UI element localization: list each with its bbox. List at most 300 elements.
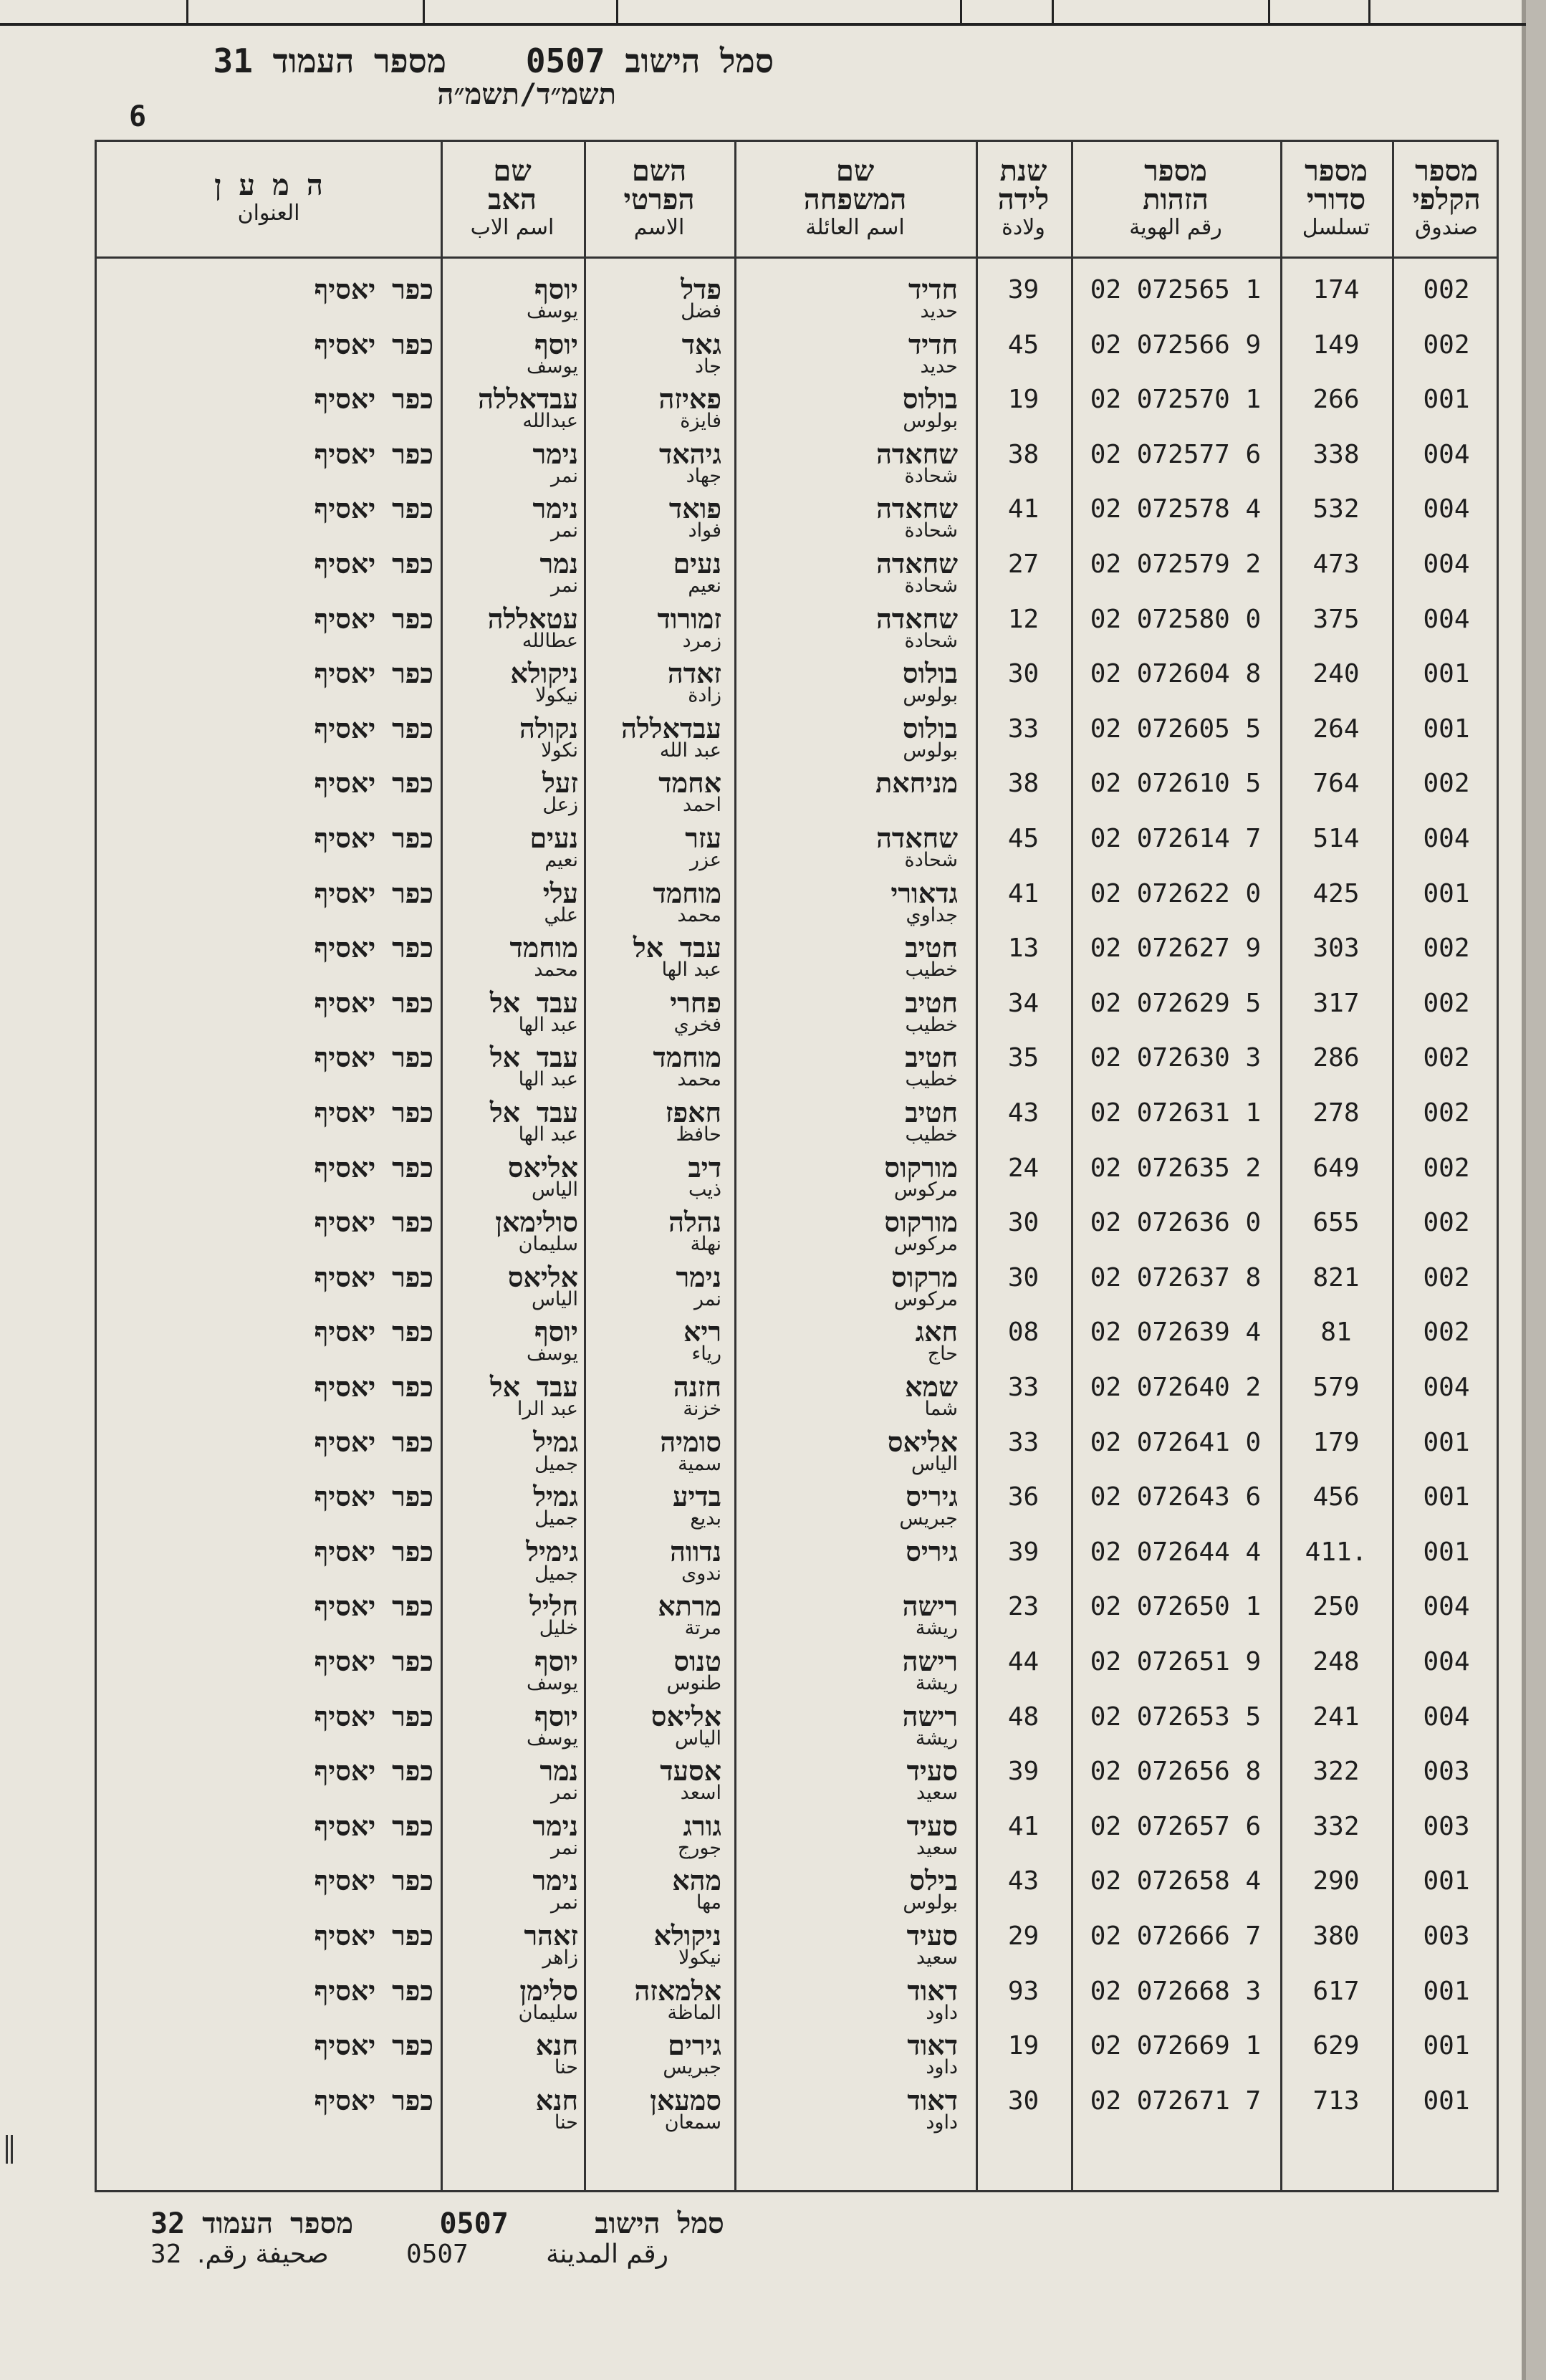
table-row: [97, 1207, 1497, 1262]
table-row: [97, 933, 1497, 987]
family-name-arabic: سعيد: [916, 1947, 958, 1969]
address-cell: כפר יאסיף: [314, 274, 433, 305]
father-name-cell: עלי: [542, 877, 578, 909]
table-row: [97, 714, 1497, 768]
family-name-cell: שחאדה: [876, 548, 958, 580]
table-row: [97, 1702, 1497, 1756]
address-cell: כפר יאסיף: [314, 603, 433, 635]
father-name-cell: יוסף: [534, 1316, 578, 1348]
ballot-box-cell: 001: [1423, 1427, 1470, 1457]
father-name-arabic: سليمان: [518, 2001, 578, 2024]
first-name-arabic: ذيب: [688, 1178, 721, 1201]
ballot-box-cell: 002: [1423, 1208, 1470, 1238]
father-name-cell: נמר: [539, 1755, 578, 1788]
family-name-cell: מרקוס: [891, 1261, 958, 1293]
first-name-arabic: مها: [696, 1891, 721, 1914]
family-name-cell: סעיד: [906, 1810, 958, 1842]
id-number-cell: 02 072669 1: [1090, 2031, 1262, 2061]
table-row: [97, 330, 1497, 384]
first-name-cell: עבדאללה: [621, 712, 721, 744]
table-row: [97, 1042, 1497, 1097]
id-number-cell: 02 072614 7: [1090, 824, 1262, 853]
father-name-cell: חנא: [535, 2084, 578, 2116]
id-number-cell: 02 072666 7: [1090, 1921, 1262, 1951]
birth-year-cell: 39: [1007, 275, 1040, 304]
father-name-arabic: عبد الرا: [517, 1398, 578, 1420]
father-name-arabic: نمر: [550, 519, 578, 542]
ballot-box-cell: 001: [1423, 1976, 1470, 2006]
family-name-cell: חטיב: [905, 932, 958, 964]
ballot-box-cell: 002: [1423, 1098, 1470, 1128]
ballot-box-cell: 001: [1423, 2031, 1470, 2061]
father-name-cell: נקולה: [519, 712, 578, 744]
table-row: [97, 1537, 1497, 1591]
first-name-arabic: جاد: [695, 355, 721, 378]
first-name-arabic: عبد الله: [659, 739, 721, 762]
table-row: [97, 1372, 1497, 1426]
id-number-cell: 02 072635 2: [1090, 1153, 1262, 1183]
ballot-box-cell: 003: [1423, 1811, 1470, 1841]
birth-year-cell: 08: [1007, 1318, 1040, 1348]
id-number-cell: 02 072651 9: [1090, 1647, 1262, 1676]
serial-number-cell: 764: [1312, 769, 1360, 799]
first-name-cell: עזר: [685, 822, 721, 854]
father-name-cell: יוסף: [534, 1700, 578, 1732]
address-cell: כפר יאסיף: [314, 1974, 433, 2007]
father-name-cell: יוסף: [534, 1646, 578, 1677]
first-name-arabic: ندوى: [681, 1562, 721, 1585]
first-name-arabic: الماظة: [667, 2001, 721, 2024]
family-name-arabic: شحادة: [904, 575, 958, 597]
table-row: [97, 1646, 1497, 1701]
address-cell: כפר יאסיף: [314, 658, 433, 690]
family-name-arabic: مركوس: [893, 1287, 958, 1310]
serial-number-cell: 425: [1312, 878, 1360, 908]
address-cell: כפר יאסיף: [314, 877, 433, 909]
first-name-cell: אחמד: [658, 767, 721, 800]
address-cell: כפר יאסיף: [314, 1042, 433, 1074]
father-name-arabic: محمد: [534, 959, 578, 982]
family-name-cell: מורקוס: [884, 1151, 958, 1184]
ballot-box-cell: 004: [1423, 550, 1470, 579]
ballot-box-cell: 002: [1423, 275, 1470, 304]
family-name-arabic: شحادة: [904, 464, 958, 487]
ballot-box-cell: 004: [1423, 1647, 1470, 1676]
father-name-arabic: عطالله: [522, 629, 578, 652]
father-name-arabic: عبد الها: [518, 1068, 578, 1091]
father-name-cell: עבד אל: [489, 1097, 578, 1128]
family-name-cell: אליאס: [887, 1426, 958, 1458]
ballot-box-cell: 004: [1423, 1702, 1470, 1732]
address-cell: כפר יאסיף: [314, 1261, 433, 1293]
father-name-arabic: جميل: [534, 1452, 578, 1475]
id-number-cell: 02 072657 6: [1090, 1811, 1262, 1841]
address-cell: כפר יאסיף: [314, 328, 433, 360]
ballot-box-cell: 001: [1423, 659, 1470, 689]
id-number-cell: 02 072640 2: [1090, 1373, 1262, 1402]
family-name-arabic: ريشة: [915, 1672, 958, 1694]
father-name-arabic: جميل: [534, 1507, 578, 1530]
address-cell: כפר יאסיף: [314, 1535, 433, 1568]
serial-number-cell: 286: [1312, 1043, 1360, 1073]
locality-code: 0507: [525, 42, 605, 80]
first-name-arabic: عبد الها: [661, 959, 721, 982]
serial-number-cell: 532: [1312, 494, 1360, 524]
table-row: [97, 2030, 1497, 2085]
ballot-box-cell: 002: [1423, 1318, 1470, 1348]
address-cell: כפר יאסיף: [314, 822, 433, 854]
family-name-arabic: ريشة: [915, 1727, 958, 1750]
header-family-name: שם המשפחה اسم العائلة: [803, 155, 907, 240]
family-name-cell: גיריס: [906, 1481, 958, 1513]
father-name-cell: נימר: [532, 1810, 578, 1842]
first-name-arabic: نعيم: [688, 575, 721, 597]
first-name-arabic: محمد: [677, 903, 721, 926]
serial-number-cell: 411.: [1305, 1537, 1368, 1567]
address-cell: כפר יאסיף: [314, 932, 433, 964]
address-cell: כפר יאסיף: [314, 383, 433, 416]
first-name-cell: אלמאזה: [634, 1974, 721, 2007]
address-cell: כפר יאסיף: [314, 1810, 433, 1842]
address-cell: כפר יאסיף: [314, 1151, 433, 1184]
birth-year-cell: 39: [1007, 1537, 1040, 1567]
birth-year-cell: 43: [1007, 1866, 1040, 1896]
family-name-cell: גדאורי: [890, 877, 958, 909]
ballot-box-cell: 004: [1423, 439, 1470, 469]
first-name-arabic: زمرد: [682, 629, 721, 652]
family-name-cell: בולוס: [902, 383, 958, 416]
family-name-arabic: سعيد: [916, 1836, 958, 1859]
birth-year-cell: 33: [1007, 1373, 1040, 1402]
father-name-cell: עבד אל: [489, 987, 578, 1019]
table-row: [97, 658, 1497, 713]
first-name-arabic: فواد: [688, 519, 721, 542]
ballot-box-cell: 002: [1423, 1153, 1470, 1183]
father-name-arabic: خليل: [539, 1617, 578, 1640]
first-name-arabic: فايزة: [680, 410, 721, 433]
header-serial-number: מספר סדורי تسلسل: [1302, 155, 1370, 240]
father-name-arabic: نمر: [550, 464, 578, 487]
id-number-cell: 02 072653 5: [1090, 1702, 1262, 1732]
first-name-cell: גיהאד: [658, 438, 721, 470]
header-ballot-box: מספר הקלפי صندوق: [1412, 155, 1481, 240]
father-name-arabic: حنا: [554, 2111, 578, 2134]
id-number-cell: 02 072627 9: [1090, 934, 1262, 964]
top-header: [129, 29, 774, 111]
family-name-cell: דאוד: [907, 2084, 958, 2116]
father-name-arabic: سليمان: [518, 1233, 578, 1256]
birth-year-cell: 30: [1007, 659, 1040, 689]
father-name-arabic: يوسف: [526, 1672, 578, 1694]
family-name-cell: רישה: [902, 1590, 958, 1623]
father-name-cell: גמיל: [533, 1426, 578, 1458]
ballot-box-cell: 002: [1423, 1262, 1470, 1292]
id-number-cell: 02 072637 8: [1090, 1262, 1262, 1292]
id-number-cell: 02 072629 5: [1090, 988, 1262, 1018]
father-name-arabic: يوسف: [526, 1727, 578, 1750]
first-name-arabic: حافظ: [676, 1123, 721, 1146]
first-name-arabic: نيكولا: [678, 1947, 721, 1969]
serial-number-cell: 713: [1312, 2086, 1360, 2116]
first-name-arabic: خزنة: [683, 1398, 721, 1420]
family-name-arabic: داود: [926, 2056, 958, 2079]
birth-year-cell: 38: [1007, 769, 1040, 799]
first-name-arabic: فضل: [681, 300, 721, 322]
ballot-box-cell: 001: [1423, 1537, 1470, 1567]
footer-locality-label: סמל הישוב: [595, 2207, 724, 2240]
father-name-arabic: نمر: [550, 1782, 578, 1805]
serial-number-cell: 240: [1312, 659, 1360, 689]
address-cell: כפר יאסיף: [314, 1316, 433, 1348]
first-name-cell: גורג: [683, 1810, 721, 1842]
family-name-arabic: شحادة: [904, 519, 958, 542]
ballot-box-cell: 004: [1423, 604, 1470, 634]
ballot-box-cell: 001: [1423, 1482, 1470, 1512]
binding-mark: [6, 2135, 13, 2164]
id-number-cell: 02 072578 4: [1090, 494, 1262, 524]
first-name-arabic: بديع: [690, 1507, 721, 1530]
birth-year-cell: 93: [1007, 1976, 1040, 2006]
family-name-cell: שחאדה: [876, 438, 958, 470]
first-name-cell: חאפז: [665, 1097, 721, 1128]
first-name-cell: נדווה: [670, 1535, 721, 1568]
serial-number-cell: 174: [1312, 275, 1360, 304]
id-number-cell: 02 072610 5: [1090, 769, 1262, 799]
family-name-arabic: بولوس: [903, 1891, 958, 1914]
id-number-cell: 02 072641 0: [1090, 1427, 1262, 1457]
first-name-arabic: رياء: [691, 1343, 721, 1366]
page-mark: 6: [129, 100, 147, 133]
id-number-cell: 02 072639 4: [1090, 1318, 1262, 1348]
serial-number-cell: 317: [1312, 988, 1360, 1018]
first-name-arabic: مرتة: [684, 1617, 721, 1640]
father-name-arabic: عبدالله: [522, 410, 578, 433]
serial-number-cell: 278: [1312, 1098, 1360, 1128]
father-name-cell: גמיל: [533, 1481, 578, 1513]
birth-year-cell: 30: [1007, 1208, 1040, 1238]
first-name-arabic: نمر: [693, 1287, 721, 1310]
first-name-cell: חזנה: [673, 1371, 721, 1403]
address-cell: כפר יאסיף: [314, 1206, 433, 1239]
ballot-box-cell: 001: [1423, 2086, 1470, 2116]
first-name-arabic: جبريس: [663, 2056, 721, 2079]
first-name-arabic: اسعد: [680, 1782, 721, 1805]
birth-year-cell: 27: [1007, 550, 1040, 579]
birth-year-cell: 24: [1007, 1153, 1040, 1183]
family-name-cell: חטיב: [905, 1097, 958, 1128]
id-number-cell: 02 072650 1: [1090, 1592, 1262, 1622]
father-name-cell: נימר: [532, 1865, 578, 1897]
serial-number-cell: 149: [1312, 330, 1360, 360]
header-birth-year: שנת לידה ولادة: [997, 155, 1050, 240]
father-name-arabic: زعل: [542, 794, 578, 817]
family-name-arabic: بولوس: [903, 684, 958, 707]
address-cell: כפר יאסיף: [314, 1590, 433, 1623]
table-row: [97, 1866, 1497, 1920]
serial-number-cell: 81: [1320, 1318, 1352, 1348]
serial-number-cell: 629: [1312, 2031, 1360, 2061]
first-name-cell: עבד אל: [633, 932, 721, 964]
id-number-cell: 02 072565 1: [1090, 275, 1262, 304]
father-name-arabic: الياس: [531, 1178, 578, 1201]
father-name-arabic: حنا: [554, 2056, 578, 2079]
birth-year-cell: 30: [1007, 1262, 1040, 1292]
father-name-cell: עבד אל: [489, 1371, 578, 1403]
id-number-cell: 02 072658 4: [1090, 1866, 1262, 1896]
table-row: [97, 549, 1497, 603]
family-name-arabic: الياس: [911, 1452, 958, 1475]
table-row: [97, 1427, 1497, 1482]
father-name-cell: זאהר: [524, 1920, 578, 1952]
family-name-cell: סעיד: [906, 1920, 958, 1952]
birth-year-cell: 23: [1007, 1592, 1040, 1622]
family-name-arabic: خطيب: [905, 1123, 958, 1146]
page-number: 31: [213, 42, 253, 80]
birth-year-cell: 41: [1007, 878, 1040, 908]
father-name-arabic: عبد الها: [518, 1013, 578, 1036]
id-number-cell: 02 072579 2: [1090, 550, 1262, 579]
birth-year-cell: 44: [1007, 1647, 1040, 1676]
birth-year-cell: 33: [1007, 714, 1040, 744]
first-name-cell: פחרי: [670, 987, 721, 1019]
ballot-box-cell: 004: [1423, 494, 1470, 524]
address-cell: כפר יאסיף: [314, 1426, 433, 1458]
address-cell: כפר יאסיף: [314, 548, 433, 580]
ballot-box-cell: 001: [1423, 385, 1470, 415]
footer-ar-page-number: 32: [150, 2240, 182, 2269]
footer-ar-page-label: صحيفة رقم.: [197, 2240, 329, 2269]
birth-year-cell: 33: [1007, 1427, 1040, 1457]
father-name-arabic: زاهر: [542, 1947, 578, 1969]
header-first-name: השם הפרטי الاسم: [623, 155, 695, 240]
footer-ar-locality-code: 0507: [406, 2240, 469, 2269]
father-name-arabic: يوسف: [526, 300, 578, 322]
father-name-arabic: نيكولا: [535, 684, 578, 707]
family-name-cell: מניחאת: [875, 767, 958, 800]
serial-number-cell: 375: [1312, 604, 1360, 634]
ballot-box-cell: 004: [1423, 1592, 1470, 1622]
family-name-arabic: شحادة: [904, 629, 958, 652]
id-number-cell: 02 072566 9: [1090, 330, 1262, 360]
family-name-arabic: حاج: [927, 1343, 958, 1366]
birth-year-cell: 43: [1007, 1098, 1040, 1128]
father-name-cell: אליאס: [507, 1151, 578, 1184]
table-row: [97, 274, 1497, 329]
locality-label: סמל הישוב: [625, 42, 774, 80]
family-name-cell: גיריס: [906, 1535, 958, 1568]
first-name-cell: טנוס: [673, 1646, 721, 1677]
id-number-cell: 02 072570 1: [1090, 385, 1262, 415]
family-name-cell: שחאדה: [876, 822, 958, 854]
first-name-arabic: طنوس: [666, 1672, 721, 1694]
address-cell: כפר יאסיף: [314, 1481, 433, 1513]
birth-year-cell: 48: [1007, 1702, 1040, 1732]
table-row: [97, 878, 1497, 933]
serial-number-cell: 655: [1312, 1208, 1360, 1238]
id-number-cell: 02 072656 8: [1090, 1757, 1262, 1787]
voter-table: [95, 140, 1499, 2192]
father-name-arabic: يوسف: [526, 1343, 578, 1366]
birth-year-cell: 19: [1007, 2031, 1040, 2061]
first-name-cell: מרתא: [658, 1590, 721, 1623]
table-row: [97, 823, 1497, 878]
birth-year-cell: 45: [1007, 330, 1040, 360]
family-name-arabic: داود: [926, 2111, 958, 2134]
father-name-arabic: نعيم: [544, 849, 578, 871]
id-number-cell: 02 072631 1: [1090, 1098, 1262, 1128]
father-name-cell: סולימאן: [495, 1206, 578, 1239]
family-name-arabic: شما: [924, 1398, 958, 1420]
address-cell: כפר יאסיף: [314, 2084, 433, 2116]
first-name-cell: ריא: [683, 1316, 721, 1348]
header-address: ה מ ע ן العنوان: [214, 169, 323, 226]
birth-year-cell: 35: [1007, 1043, 1040, 1073]
page-label: מספר העמוד: [272, 42, 447, 80]
birth-year-cell: 12: [1007, 604, 1040, 634]
page-footer: [150, 2207, 738, 2278]
father-name-cell: זעל: [542, 767, 578, 800]
table-row: [97, 1317, 1497, 1371]
header-father-name: שם האב اسم الاب: [470, 155, 554, 240]
ballot-box-cell: 003: [1423, 1921, 1470, 1951]
address-cell: כפר יאסיף: [314, 1865, 433, 1897]
family-name-cell: חדיד: [908, 274, 958, 305]
father-name-arabic: الياس: [531, 1287, 578, 1310]
first-name-arabic: جهاد: [686, 464, 721, 487]
serial-number-cell: 241: [1312, 1702, 1360, 1732]
first-name-cell: פואד: [668, 493, 721, 525]
serial-number-cell: 250: [1312, 1592, 1360, 1622]
first-name-cell: פדל: [681, 274, 721, 305]
id-number-cell: 02 072643 6: [1090, 1482, 1262, 1512]
first-name-arabic: الياس: [674, 1727, 721, 1750]
ballot-box-cell: 002: [1423, 1043, 1470, 1073]
first-name-cell: נימר: [676, 1261, 721, 1293]
first-name-cell: מהא: [672, 1865, 721, 1897]
serial-number-cell: 821: [1312, 1262, 1360, 1292]
table-row: [97, 1262, 1497, 1317]
first-name-cell: ניקולא: [653, 1920, 721, 1952]
address-cell: כפר יאסיף: [314, 493, 433, 525]
serial-number-cell: 380: [1312, 1921, 1360, 1951]
family-name-arabic: بولوس: [903, 739, 958, 762]
first-name-arabic: سمعان: [664, 2111, 721, 2134]
father-name-arabic: يوسف: [526, 355, 578, 378]
first-name-arabic: جورج: [677, 1836, 721, 1859]
family-name-arabic: حديد: [920, 300, 958, 322]
father-name-cell: חנא: [535, 2030, 578, 2062]
first-name-cell: סומיה: [660, 1426, 721, 1458]
first-name-cell: בדיע: [672, 1481, 721, 1513]
family-name-cell: שחאדה: [876, 603, 958, 635]
address-cell: כפר יאסיף: [314, 2030, 433, 2062]
father-name-cell: עבדאללה: [478, 383, 578, 416]
family-name-arabic: خطيب: [905, 959, 958, 982]
serial-number-cell: 338: [1312, 439, 1360, 469]
first-name-cell: גירים: [668, 2030, 721, 2062]
address-cell: כפר יאסיף: [314, 1920, 433, 1952]
first-name-cell: נעים: [673, 548, 721, 580]
first-name-arabic: سمية: [678, 1452, 721, 1475]
footer-ar-locality-label: رقم المدينة: [546, 2240, 668, 2269]
father-name-cell: יוסף: [534, 328, 578, 360]
year-line: תשמ״ד/תשמ״ה: [437, 78, 616, 111]
family-name-cell: בולוס: [902, 712, 958, 744]
first-name-cell: מוחמד: [653, 1042, 721, 1074]
family-name-cell: שמא: [905, 1371, 958, 1403]
table-row: [97, 1756, 1497, 1810]
family-name-cell: בולוס: [902, 658, 958, 690]
